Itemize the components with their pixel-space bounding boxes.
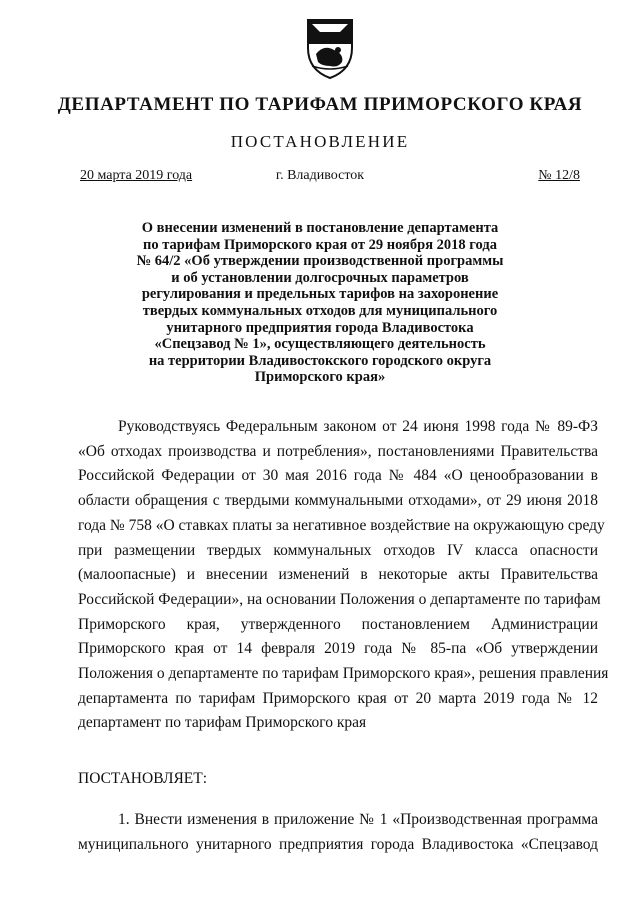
preamble-line: Российской Федерации от 30 мая 2016 года № 484 «О ценообразовании в xyxy=(78,467,598,485)
department-title: ДЕПАРТАМЕНТ ПО ТАРИФАМ ПРИМОРСКОГО КРАЯ xyxy=(57,94,583,115)
title-line: унитарного предприятия города Владивостока xyxy=(166,319,474,336)
preamble-line: «Об отходах производства и потребления», постановлениями Правительства xyxy=(78,442,598,460)
document-type: ПОСТАНОВЛЕНИЕ xyxy=(230,132,410,151)
document-number: № 12/8 xyxy=(538,168,580,183)
coat-of-arms-icon xyxy=(298,14,362,82)
preamble-line: при размещении твердых коммунальных отходов IV класса опасности xyxy=(78,541,598,559)
resolve-heading: ПОСТАНОВЛЯЕТ: xyxy=(78,770,208,787)
preamble-paragraph xyxy=(78,415,609,736)
title-line: твердых коммунальных отходов для муниципального xyxy=(142,302,498,319)
preamble-line: Руководствуясь Федеральным законом от 24 июня 1998 года № 89-ФЗ xyxy=(118,418,598,435)
preamble-line: Российской Федерации», на основании Положения о департаменте по тарифам xyxy=(78,590,601,608)
document-city: г. Владивосток xyxy=(275,168,365,183)
title-line: на территории Владивостокского городского округа xyxy=(148,352,492,369)
preamble-line: департамента по тарифам Приморского края от 20 марта 2019 года № 12 xyxy=(78,689,598,707)
preamble-line: Приморского края от 14 февраля 2019 года № 85-па «Об утверждении xyxy=(78,640,598,658)
preamble-line: (малоопасные) и внесении изменений в некоторые акты Правительства xyxy=(78,566,598,584)
title-line: «Спецзавод № 1», осуществляющего деятельность xyxy=(154,336,486,353)
item-1-line: 1. Внести изменения в приложение № 1 «Производственная программа xyxy=(118,811,598,828)
item-1-paragraph xyxy=(78,808,598,857)
preamble-line: области обращения с твердыми коммунальными отходами», от 29 июня 2018 xyxy=(78,492,598,510)
preamble-line: Положения о департаменте по тарифам Приморского края», решения правления xyxy=(78,665,609,683)
title-line: О внесении изменений в постановление департамента xyxy=(141,220,499,236)
item-1-line: муниципального унитарного предприятия города Владивостока «Спецзавод xyxy=(78,835,598,853)
document-date: 20 марта 2019 года xyxy=(80,168,193,183)
title-line: Приморского края» xyxy=(254,369,386,386)
preamble-line: департамент по тарифам Приморского края xyxy=(78,714,367,732)
title-line: регулирования и предельных тарифов на захоронение xyxy=(141,286,499,303)
preamble-line: Приморского края, утвержденного постановлением Администрации xyxy=(78,615,598,633)
preamble-line: года № 758 «О ставках платы за негативное воздействие на окружающую среду xyxy=(78,516,605,534)
document-title xyxy=(60,220,580,386)
title-line: и об установлении долгосрочных параметров xyxy=(171,269,469,286)
title-line: по тарифам Приморского края от 29 ноября 2018 года xyxy=(143,236,497,253)
title-line: № 64/2 «Об утверждении производственной программы xyxy=(136,253,504,270)
